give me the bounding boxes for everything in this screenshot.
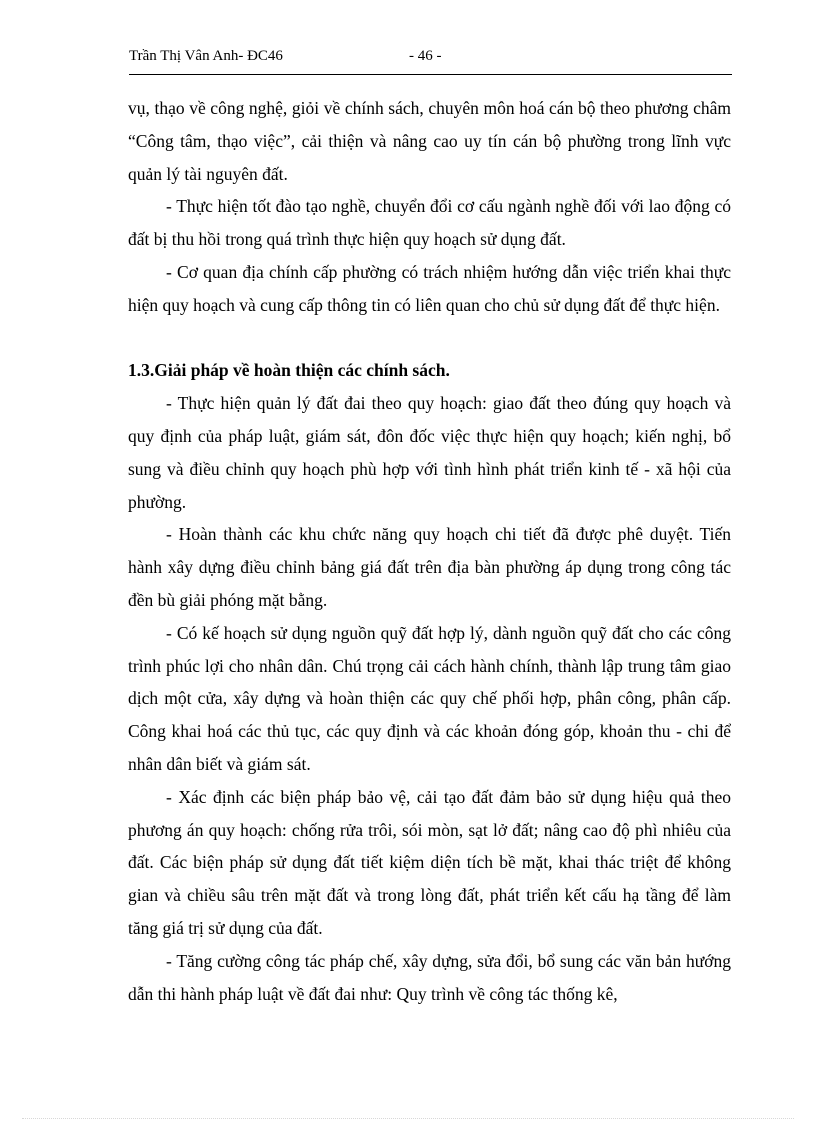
header-author: Trần Thị Vân Anh- ĐC46 (129, 48, 283, 64)
paragraph-continued: vụ, thạo về công nghệ, giỏi về chính sách, chuyên môn hoá cán bộ theo phương châm “Công tâm, thạo việc”, cải thiện và nâng cao uy tín cán bộ phường trong lĩnh vực quản lý tài nguyên đất. (128, 98, 731, 184)
page-header (129, 48, 689, 70)
header-divider (129, 74, 732, 75)
paragraph: - Cơ quan địa chính cấp phường có trách nhiệm hướng dẫn việc triển khai thực hiện quy hoạch và cung cấp thông tin có liên quan cho chủ sử dụng đất để thực hiện. (128, 261, 731, 315)
page-bottom-border (22, 1118, 794, 1119)
section-paragraph: - Thực hiện quản lý đất đai theo quy hoạch: giao đất theo đúng quy hoạch và quy định của pháp luật, giám sát, đôn đốc việc thực hiện quy hoạch; kiến nghị, bổ sung và điều chỉnh quy hoạch phù hợp với tình hình phát triển kinh tế - xã hội của phường. (128, 393, 731, 512)
paragraph: - Thực hiện tốt đào tạo nghề, chuyển đổi cơ cấu ngành nghề đối với lao động có đất bị thu hồi trong quá trình thực hiện quy hoạch sử dụng đất. (128, 196, 731, 250)
section-paragraph: - Có kế hoạch sử dụng nguồn quỹ đất hợp lý, dành nguồn quỹ đất cho các công trình phúc lợi cho nhân dân. Chú trọng cải cách hành chính, thành lập trung tâm giao dịch một cửa, xây dựng và hoàn thiện các quy chế phối hợp, phân công, phân cấp. Công khai hoá các thủ tục, các quy định và các khoản đóng góp, khoản thu - chi để nhân dân biết và giám sát. (128, 622, 731, 774)
section-paragraph: - Hoàn thành các khu chức năng quy hoạch chi tiết đã được phê duyệt. Tiến hành xây dựng điều chỉnh bảng giá đất trên địa bàn phường áp dụng trong công tác đền bù giải phóng mặt bằng. (128, 524, 731, 610)
page-number: - 46 - (409, 48, 442, 64)
document-body (128, 92, 731, 1010)
section-paragraph: - Xác định các biện pháp bảo vệ, cải tạo đất đảm bảo sử dụng hiệu quả theo phương án quy hoạch: chống rửa trôi, sói mòn, sạt lở đất; nâng cao độ phì nhiêu của đất. Các biện pháp sử dụng đất tiết kiệm diện tích bề mặt, khai thác triệt để không gian và chiều sâu trên mặt đất và trong lòng đất, phát triển kết cấu hạ tầng để làm tăng giá trị sử dụng của đất. (128, 786, 731, 938)
section-heading: 1.3.Giải pháp về hoàn thiện các chính sách. (128, 360, 450, 381)
section-paragraph: - Tăng cường công tác pháp chế, xây dựng, sửa đổi, bổ sung các văn bản hướng dẫn thi hành pháp luật về đất đai như: Quy trình về công tác thống kê, (128, 950, 731, 1004)
